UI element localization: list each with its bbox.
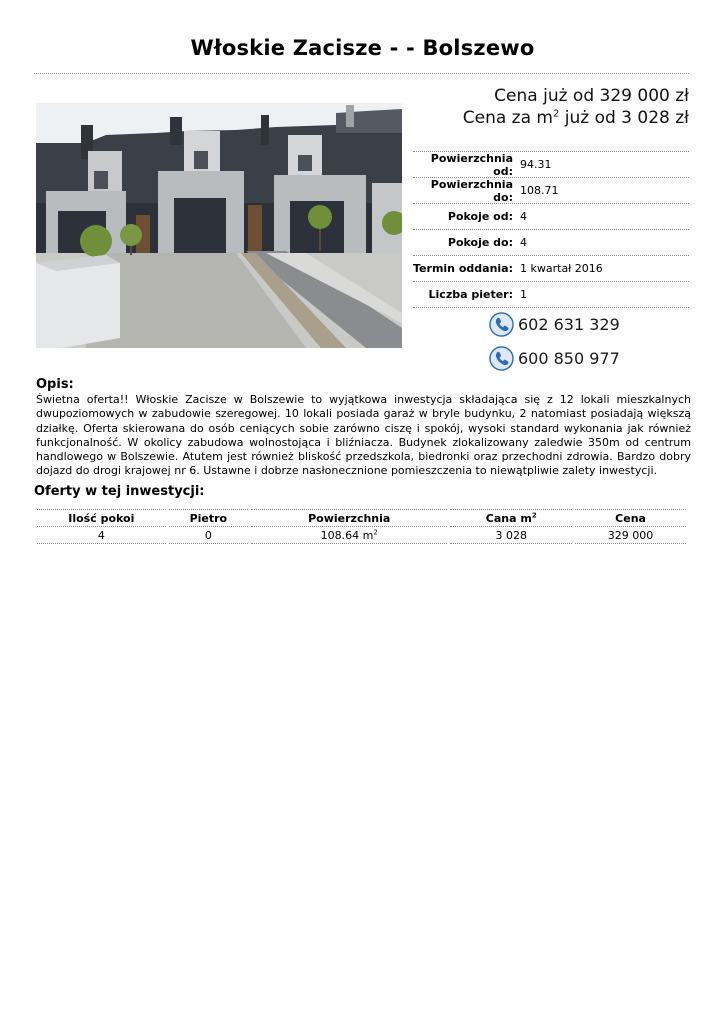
column-header-price-m2 [450, 509, 572, 527]
specs-table [413, 151, 689, 308]
phone-icon [489, 346, 514, 371]
column-header-rooms: Ilość pokoi [37, 509, 166, 527]
column-header-price-m2-label: Cana m [485, 511, 532, 525]
description-text: Świetna oferta!! Włoskie Zacisze w Bolszewie to wyjątkowa inwestycja składająca się z 12 lokali mieszkalnych dwupoziomowych w zabudowie szeregowej. 10 lokali posiada garaż w bryle budynku, 2 natomiast posiadają większą działkę. Oferta skierowana do osób ceniących sobie zarówno ciszę i spokój, wysoki standard wykonania jak również funkcjonalność. W okolicy zabudowa wolnostojąca i bliźniacza. Budynek zlokalizowany zaledwie 350m od centrum handlowego w Bolszewie. Atutem jest również bliskość przedszkola, biedronki oraz przechodni zdrowia. Bardzo dobry dojazd do drogi krajowej nr 6. Ustawne i dobrze nasłonecznione pomieszczenia to niewątpliwie zalety inwestycji. [36, 393, 691, 478]
spec-value: 4 [520, 236, 527, 249]
spec-row-rooms-to [413, 230, 689, 256]
property-photo [36, 103, 402, 348]
table-row [37, 527, 686, 544]
cell-price-m2: 3 028 [450, 527, 572, 544]
description-heading: Opis: [36, 377, 74, 392]
spec-row-area-to [413, 178, 689, 204]
cell-floor: 0 [169, 527, 248, 544]
offers-header-row [37, 509, 686, 527]
page-title: Włoskie Zacisze - - Bolszewo [190, 36, 535, 60]
phone-number: 600 850 977 [518, 349, 620, 368]
spec-value: 1 [520, 288, 527, 301]
spec-value: 108.71 [520, 184, 559, 197]
spec-value: 4 [520, 210, 527, 223]
spec-value: 1 kwartał 2016 [520, 262, 603, 275]
spec-value: 94.31 [520, 158, 552, 171]
price-from [389, 86, 689, 106]
cell-area [251, 527, 447, 544]
price-per-m2-suffix: już od 3 028 zł [564, 108, 689, 128]
spec-row-rooms-from [413, 204, 689, 230]
spec-row-completion [413, 256, 689, 282]
spec-label: Pokoje do: [447, 236, 513, 249]
offers-table [34, 509, 689, 544]
spec-row-area-from [413, 152, 689, 178]
column-header-price-m2-sup: 2 [531, 510, 537, 519]
price-from-value: 329 000 zł [599, 86, 689, 106]
spec-label: Liczba pieter: [428, 288, 513, 301]
phone-number: 602 631 329 [518, 315, 620, 334]
spec-label: Pokoje od: [447, 210, 513, 223]
cell-price: 329 000 [575, 527, 686, 544]
cell-area-sup: 2 [373, 527, 378, 536]
price-per-m2-prefix: Cena za m [462, 108, 553, 128]
price-per-m2-sup: 2 [552, 108, 560, 120]
column-header-price: Cena [575, 509, 686, 527]
phone-icon [489, 312, 514, 337]
price-from-prefix: Cena już od [494, 86, 595, 106]
offers-heading: Oferty w tej inwestycji: [34, 484, 205, 499]
phone-contact-1[interactable] [489, 312, 620, 337]
spec-label: Powierzchnia od: [430, 151, 513, 178]
column-header-area: Powierzchnia [251, 509, 447, 527]
cell-area-value: 108.64 m [320, 528, 374, 542]
cell-rooms: 4 [37, 527, 166, 544]
spec-label: Termin oddania: [413, 262, 513, 275]
column-header-floor: Pietro [169, 509, 248, 527]
spec-label: Powierzchnia do: [430, 177, 513, 204]
price-per-m2 [389, 108, 689, 128]
title-divider [34, 73, 689, 74]
spec-row-floors [413, 282, 689, 308]
phone-contact-2[interactable] [489, 346, 620, 371]
